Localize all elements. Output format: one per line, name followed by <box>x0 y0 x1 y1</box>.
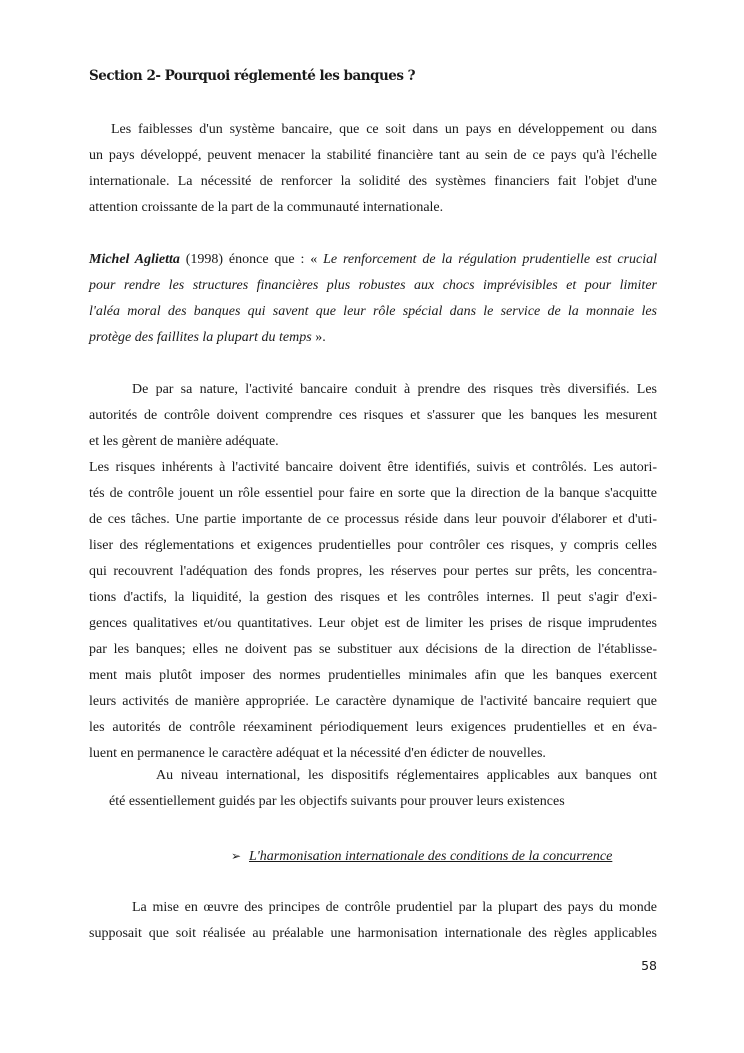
text-line: Au niveau international, les dispositifs réglementaires applicables aux banques ont <box>156 768 657 783</box>
text-line: tés de contrôle jouent un rôle essentiel pour faire en sorte que la direction de la banque s'acquitte <box>89 486 657 501</box>
text-line: de ces tâches. Une partie importante de ce processus réside dans leur pouvoir d'élaborer et d'uti- <box>89 512 657 527</box>
paragraph-intro <box>89 117 657 221</box>
text-line: gences qualitatives et/ou quantitatives. Leur objet est de limiter les prises de risque imprudentes <box>89 616 657 631</box>
arrow-bullet-icon: ➢ <box>231 849 242 863</box>
quote-author: Michel Aglietta <box>89 252 180 267</box>
text-line <box>89 325 657 351</box>
text-line <box>89 247 657 273</box>
text-line: La mise en œuvre des principes de contrôle prudentiel par la plupart des pays du monde <box>132 900 657 915</box>
text-line: qui recouvrent l'adéquation des fonds propres, les réserves pour pertes sur prêts, les concentra- <box>89 564 657 579</box>
text-line: les autorités de contrôle réexaminent périodiquement leurs exigences prudentielles et en éva- <box>89 720 657 735</box>
page-number: 58 <box>641 958 657 973</box>
text-line: Les risques inhérents à l'activité bancaire doivent être identifiés, suivis et contrôlés. Les autori- <box>89 460 657 475</box>
paragraph-harmonisation <box>89 895 657 947</box>
text-line: autorités de contrôle doivent comprendre ces risques et s'assurer que les banques les mesurent <box>89 408 657 423</box>
quote-closing: ». <box>311 330 326 345</box>
paragraph-risks <box>89 455 657 767</box>
text-line: ment mais plutôt imposer des normes prudentielles minimales afin que les banques exercent <box>89 668 657 683</box>
text-line: été essentiellement guidés par les objectifs suivants pour prouver leurs existences <box>109 794 565 809</box>
text-line: luent en permanence le caractère adéquat et la nécessité d'en édicter de nouvelles. <box>89 746 546 761</box>
text-line: par les banques; elles ne doivent pas se substituer aux décisions de la direction de l'établisse- <box>89 642 657 657</box>
text-line: De par sa nature, l'activité bancaire conduit à prendre des risques très diversifiés. Les <box>132 382 657 397</box>
text-line: un pays développé, peuvent menacer la stabilité financière tant au sein de ce pays qu'à l'échelle <box>89 148 657 163</box>
bullet-heading <box>231 843 612 869</box>
quote-intro: (1998) énonce que : « <box>179 252 324 267</box>
quote-text: protège des faillites la plupart du temps <box>89 330 312 345</box>
section-title: Section 2- Pourquoi réglementé les banques ? <box>89 68 416 84</box>
text-line: leurs activités de manière appropriée. Le caractère dynamique de l'activité bancaire requiert que <box>89 694 657 709</box>
text-line: tions d'actifs, la liquidité, la gestion des risques et les contrôles internes. Il peut s'agir d'exi- <box>89 590 657 605</box>
text-line: liser des réglementations et exigences prudentielles pour contrôler ces risques, y compris celles <box>89 538 657 553</box>
text-line: supposait que soit réalisée au préalable une harmonisation internationale des règles applicables <box>89 926 657 941</box>
bullet-title: L'harmonisation internationale des conditions de la concurrence <box>249 849 613 864</box>
quote-text: Le renforcement de la régulation prudentielle est crucial <box>323 252 657 267</box>
paragraph-international <box>89 763 657 815</box>
text-line: et les gèrent de manière adéquate. <box>89 434 279 449</box>
text-line: internationale. La nécessité de renforcer la solidité des systèmes financiers fait l'objet d'une <box>89 174 657 189</box>
quote-text: pour rendre les structures financières plus robustes aux chocs imprévisibles et pour limiter <box>89 278 657 293</box>
paragraph-nature <box>89 377 657 455</box>
text-line: Les faiblesses d'un système bancaire, que ce soit dans un pays en développement ou dans <box>111 122 657 137</box>
text-line: attention croissante de la part de la communauté internationale. <box>89 200 444 215</box>
quote-text: l'aléa moral des banques qui savent que leur rôle spécial dans le service de la monnaie les <box>89 304 657 319</box>
paragraph-quote <box>89 247 657 351</box>
